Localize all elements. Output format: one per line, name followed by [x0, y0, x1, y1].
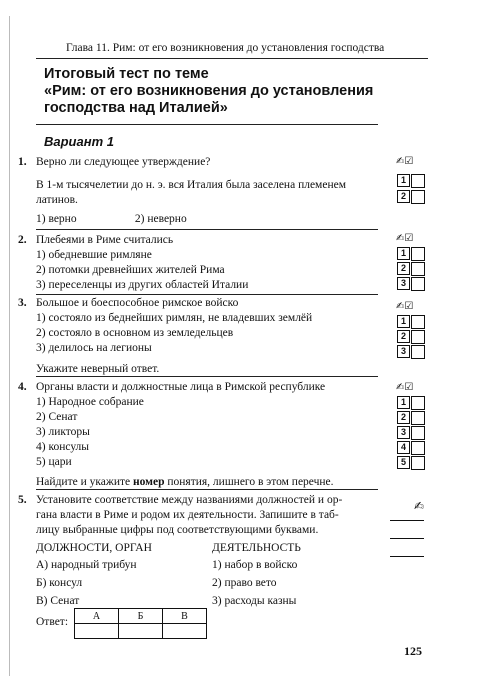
answer-box-label: 2 — [397, 262, 410, 275]
answer-line[interactable] — [390, 520, 424, 521]
pen-check-icon: ✍☑ — [396, 382, 414, 393]
answer-label: Ответ: — [36, 616, 69, 628]
answer-box[interactable] — [411, 174, 425, 188]
answer-box-label: 3 — [397, 277, 410, 290]
match-item-a: А) народный трибун — [36, 559, 137, 571]
title-line-3: господства над Италией» — [44, 100, 228, 116]
answer-box-label: 3 — [397, 426, 410, 439]
answer-box[interactable] — [411, 262, 425, 276]
statement-line-2: латинов. — [36, 194, 78, 206]
answer-box-label: 5 — [397, 456, 410, 469]
answer-box-label: 1 — [397, 174, 410, 187]
question-text: Верно ли следующее утверждение? — [36, 156, 211, 168]
answer-header-a: А — [75, 609, 119, 624]
question-number: 2. — [18, 234, 27, 246]
answer-box-label: 3 — [397, 345, 410, 358]
option-1: 1) Народное собрание — [36, 396, 144, 408]
answer-cell-b[interactable] — [119, 624, 163, 639]
question-number: 4. — [18, 381, 27, 393]
answer-header-b: Б — [119, 609, 163, 624]
answer-header-c: В — [163, 609, 207, 624]
question-text-3: лицу выбранные цифры под соответствующими буквами. — [36, 524, 319, 536]
answer-box[interactable] — [411, 277, 425, 291]
question-4 — [18, 380, 378, 490]
match-item-c: В) Сенат — [36, 595, 80, 607]
header-rule — [36, 58, 428, 59]
answer-box-label: 1 — [397, 315, 410, 328]
divider-q1 — [36, 229, 378, 230]
answer-box-label: 1 — [397, 247, 410, 260]
question-number: 1. — [18, 156, 27, 168]
answer-box[interactable] — [411, 411, 425, 425]
column-header: ДЕЯТЕЛЬНОСТЬ — [212, 542, 301, 554]
question-1 — [18, 155, 378, 227]
answer-box[interactable] — [411, 315, 425, 329]
question-text-1: Установите соответствие между названиями должностей и ор- — [36, 494, 343, 506]
option-2: 2) неверно — [134, 213, 187, 225]
option-3: 3) переселенцы из других областей Италии — [36, 279, 249, 291]
match-item-3: 3) расходы казны — [212, 595, 297, 607]
option-2: 2) потомки древнейших жителей Рима — [36, 264, 225, 276]
option-1: 1) обедневшие римляне — [36, 249, 152, 261]
title-line-1: Итоговый тест по теме — [44, 66, 209, 82]
answer-box[interactable] — [411, 345, 425, 359]
answer-cell-a[interactable] — [75, 624, 119, 639]
option-4: 4) консулы — [36, 441, 90, 453]
question-number: 3. — [18, 297, 27, 309]
question-3 — [18, 296, 378, 377]
divider-q3 — [36, 376, 378, 377]
answer-box[interactable] — [411, 396, 425, 410]
title-line-2: «Рим: от его возникновения до установления — [44, 83, 374, 99]
divider-q2 — [36, 294, 378, 295]
option-1: 1) верно — [36, 213, 77, 225]
question-number: 5. — [18, 494, 27, 506]
answer-cell-c[interactable] — [163, 624, 207, 639]
question-text: Большое и боеспособное римское войско — [36, 297, 239, 309]
match-item-2: 2) право вето — [212, 577, 277, 589]
pen-check-icon: ✍☑ — [396, 301, 414, 312]
statement-line-1: В 1-м тысячелетии до н. э. вся Италия была заселена племенем — [36, 179, 346, 191]
option-2: 2) состояло в основном из земледельцев — [36, 327, 234, 339]
answer-box-label: 1 — [397, 396, 410, 409]
column-header: ДОЛЖНОСТИ, ОРГАН — [36, 542, 152, 554]
variant-label: Вариант 1 — [44, 134, 114, 149]
answer-box[interactable] — [411, 441, 425, 455]
divider-q4 — [36, 489, 378, 490]
pen-icon: ✍ — [414, 499, 425, 513]
answer-table — [74, 608, 207, 639]
pen-check-icon: ✍☑ — [396, 233, 414, 244]
option-1: 1) состояло из беднейших римлян, не владевших землёй — [36, 312, 313, 324]
answer-box-label: 4 — [397, 441, 410, 454]
question-text-2: гана власти в Риме и родом их деятельности. Запишите в таб- — [36, 509, 339, 521]
answer-box[interactable] — [411, 330, 425, 344]
question-5 — [18, 493, 380, 538]
question-note: Укажите неверный ответ. — [36, 363, 160, 375]
match-left-column — [36, 541, 206, 609]
match-item-b: Б) консул — [36, 577, 83, 589]
answer-box-label: 2 — [397, 190, 410, 203]
question-text: Органы власти и должностные лица в Римской республике — [36, 381, 326, 393]
option-3: 3) ликторы — [36, 426, 90, 438]
question-note: Найдите и укажите номер понятия, лишнего в этом перечне. — [36, 476, 334, 488]
option-5: 5) цари — [36, 456, 72, 468]
answer-box[interactable] — [411, 456, 425, 470]
option-2: 2) Сенат — [36, 411, 78, 423]
answer-box[interactable] — [411, 426, 425, 440]
answer-line[interactable] — [390, 556, 424, 557]
question-2 — [18, 233, 378, 293]
match-item-1: 1) набор в войско — [212, 559, 298, 571]
question-text: Плебеями в Риме считались — [36, 234, 174, 246]
answer-line[interactable] — [390, 538, 424, 539]
pen-check-icon: ✍☑ — [396, 156, 414, 167]
answer-box[interactable] — [411, 190, 425, 204]
option-3: 3) делилось на легионы — [36, 342, 152, 354]
match-right-column — [212, 541, 382, 609]
page-number: 125 — [404, 644, 422, 658]
margin-line — [9, 16, 10, 676]
running-header: Глава 11. Рим: от его возникновения до установления господства — [66, 42, 385, 54]
answer-box-label: 2 — [397, 411, 410, 424]
answer-box-label: 2 — [397, 330, 410, 343]
title-divider — [36, 124, 378, 125]
test-title — [44, 66, 373, 117]
answer-box[interactable] — [411, 247, 425, 261]
